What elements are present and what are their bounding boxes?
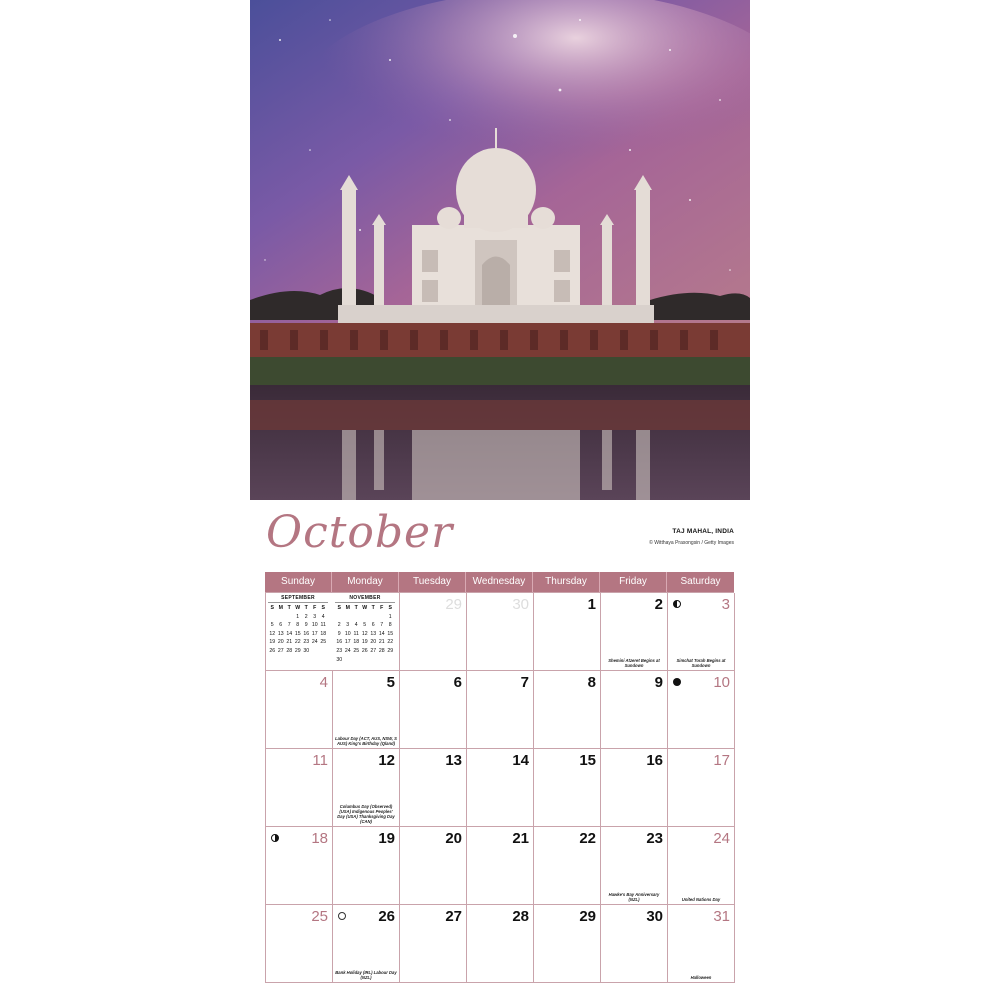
mini-day-header: M: [345, 605, 350, 611]
day-number: 30: [512, 596, 529, 613]
mini-day: 1: [296, 613, 300, 620]
mini-day: 26: [269, 647, 276, 654]
day-cell: [534, 827, 601, 905]
mini-day: 4: [354, 622, 358, 629]
day-cell: [668, 671, 735, 749]
mini-day-header: S: [337, 605, 341, 611]
mini-day: 21: [378, 639, 385, 646]
day-number: 15: [579, 752, 596, 769]
taj-mahal-night-sky-image: [250, 0, 750, 500]
day-number: 13: [445, 752, 462, 769]
weekday-sunday: Sunday: [265, 572, 332, 592]
weekday-saturday: Saturday: [680, 576, 721, 587]
day-number: 7: [520, 674, 529, 691]
day-number: 10: [713, 674, 730, 691]
mini-day: 14: [286, 630, 293, 637]
day-cell: [333, 905, 400, 983]
mini-calendar-grid: [335, 604, 395, 664]
mini-day: 21: [286, 639, 293, 646]
mini-day: 20: [277, 639, 284, 646]
holiday-note: Columbus Day (Observed) (USA) Indigenous Peoples' Day (USA) Thanksgiving Day (CAN): [337, 804, 395, 824]
mini-day: 28: [378, 647, 385, 654]
mini-day: 13: [277, 630, 284, 637]
day-cell: [467, 905, 534, 983]
day-number: 19: [378, 830, 395, 847]
mini-day-header: S: [321, 605, 325, 611]
mini-day: [335, 613, 344, 622]
day-cell: [534, 593, 601, 671]
mini-day: 26: [361, 647, 368, 654]
mini-day: 7: [380, 622, 384, 629]
day-cell: [601, 749, 668, 827]
mini-day: [277, 613, 286, 622]
day-cell: [601, 827, 668, 905]
holiday-note: Shemini Atzeret Begins at Sundown: [608, 658, 660, 668]
mini-day: 30: [303, 647, 310, 654]
weekday-tuesday: Tuesday: [399, 572, 466, 592]
day-number: 29: [445, 596, 462, 613]
mini-day: 6: [371, 622, 375, 629]
mini-day-header: T: [371, 605, 375, 611]
mini-day: 16: [303, 630, 310, 637]
day-cell: [400, 905, 467, 983]
mini-day: 8: [296, 622, 300, 629]
mini-day: 5: [363, 622, 367, 629]
day-number: 9: [654, 674, 663, 691]
mini-day: [344, 613, 353, 622]
day-cell: [467, 749, 534, 827]
mini-day: [352, 613, 361, 622]
weekday-header-row: [265, 572, 734, 592]
day-number: 29: [579, 908, 596, 925]
mini-day: 24: [311, 639, 318, 646]
mini-day: 29: [294, 647, 301, 654]
mini-day: 9: [337, 630, 341, 637]
day-number: 21: [512, 830, 529, 847]
weekday-wednesday: Wednesday: [466, 572, 533, 592]
day-number: 28: [512, 908, 529, 925]
mini-day-header: T: [287, 605, 291, 611]
day-number: 16: [646, 752, 663, 769]
weekday-monday: Monday: [332, 572, 399, 592]
mini-day: 23: [336, 647, 343, 654]
mini-day: 12: [361, 630, 368, 637]
day-number: 23: [646, 830, 663, 847]
day-cell: [400, 827, 467, 905]
mini-day: [285, 613, 294, 622]
mini-day: 19: [269, 639, 276, 646]
mini-day: 4: [321, 613, 325, 620]
mini-day-header: F: [380, 605, 384, 611]
mini-day: 24: [344, 647, 351, 654]
day-cell: [266, 827, 333, 905]
photo-caption: TAJ MAHAL, INDIA: [672, 528, 734, 535]
day-number: 12: [378, 752, 395, 769]
mini-day: 11: [353, 630, 359, 637]
day-cell: [601, 671, 668, 749]
day-number: 1: [587, 596, 596, 613]
day-cell: [467, 593, 534, 671]
day-number: 4: [319, 674, 328, 691]
mini-day: 22: [387, 639, 394, 646]
mini-day: 20: [370, 639, 377, 646]
day-number: 18: [311, 830, 328, 847]
day-cell: [333, 671, 400, 749]
day-cell: [668, 827, 735, 905]
mini-day: 5: [270, 622, 274, 629]
day-number: 30: [646, 908, 663, 925]
calendar-cells: [265, 592, 734, 983]
day-number: 3: [721, 596, 730, 613]
day-cell: [266, 905, 333, 983]
mini-day: 30: [336, 656, 343, 663]
moon-phase-icon-third: [673, 600, 681, 608]
mini-calendar-title: SEPTEMBER: [268, 595, 328, 603]
day-number: 6: [453, 674, 462, 691]
day-cell: [467, 827, 534, 905]
mini-day: 27: [277, 647, 284, 654]
moon-phase-icon-full: [338, 912, 346, 920]
calendar-grid: [265, 572, 734, 983]
day-number: 14: [512, 752, 529, 769]
mini-day: 18: [353, 639, 360, 646]
mini-day: 9: [304, 622, 308, 629]
mini-day: 28: [286, 647, 293, 654]
holiday-note: Bank Holiday (IRL) Labour Day (NZL): [335, 970, 397, 980]
mini-day: 2: [337, 622, 341, 629]
mini-day: 29: [387, 647, 394, 654]
mini-day: 22: [294, 639, 301, 646]
mini-day: 8: [388, 622, 392, 629]
day-number: 17: [713, 752, 730, 769]
mini-day: 19: [361, 639, 368, 646]
holiday-note: United Nations Day: [681, 897, 721, 902]
mini-day: 3: [313, 613, 317, 620]
mini-day: 12: [269, 630, 276, 637]
mini-day: 6: [279, 622, 283, 629]
day-number: 31: [713, 908, 730, 925]
day-cell: [668, 593, 735, 671]
day-cell: [601, 593, 668, 671]
day-number: 22: [579, 830, 596, 847]
mini-calendar-november: [335, 595, 395, 664]
mini-day: [369, 613, 378, 622]
day-number: 27: [445, 908, 462, 925]
mini-calendar-grid: [268, 604, 328, 656]
mini-day: [361, 613, 370, 622]
mini-day: 2: [304, 613, 308, 620]
day-number: 5: [386, 674, 395, 691]
mini-day: 14: [378, 630, 385, 637]
mini-day: 15: [294, 630, 301, 637]
mini-day: [268, 613, 277, 622]
day-number: 20: [445, 830, 462, 847]
mini-day: 18: [320, 630, 327, 637]
holiday-note: Hawke's Bay Anniversary (NZL): [608, 892, 660, 902]
mini-day: 27: [370, 647, 377, 654]
mini-calendar-title: NOVEMBER: [335, 595, 395, 603]
day-cell: [333, 749, 400, 827]
calendar-photo: [250, 0, 750, 500]
mini-day: 11: [320, 622, 326, 629]
mini-day: 17: [311, 630, 318, 637]
day-cell: [400, 671, 467, 749]
mini-day: 1: [388, 613, 392, 620]
mini-calendars-cell: [266, 593, 400, 671]
day-number: 2: [654, 596, 663, 613]
mini-day: 17: [344, 639, 351, 646]
mini-day: 10: [311, 622, 318, 629]
mini-day: 3: [346, 622, 350, 629]
day-cell: [534, 749, 601, 827]
mini-day-header: F: [313, 605, 317, 611]
moon-phase-icon-first: [271, 834, 279, 842]
mini-day: 7: [287, 622, 291, 629]
mini-day: 25: [320, 639, 327, 646]
day-cell: [333, 827, 400, 905]
mini-day: 25: [353, 647, 360, 654]
day-cell: [400, 593, 467, 671]
mini-day: [319, 647, 328, 656]
mini-day: [311, 647, 320, 656]
weekday-friday: Friday: [600, 572, 667, 592]
day-cell: [668, 749, 735, 827]
day-number: 26: [378, 908, 395, 925]
day-cell: [534, 671, 601, 749]
day-number: 11: [312, 752, 328, 769]
photo-credit: © Witthaya Prasongsin / Getty Images: [649, 540, 734, 546]
holiday-note: Halloween: [690, 975, 712, 980]
day-cell: [400, 749, 467, 827]
mini-day: 23: [303, 639, 310, 646]
day-cell: [534, 905, 601, 983]
day-cell: [668, 905, 735, 983]
mini-day-header: T: [354, 605, 358, 611]
mini-day-header: S: [388, 605, 392, 611]
mini-day: 10: [344, 630, 351, 637]
day-cell: [601, 905, 668, 983]
weekday-thursday: Thursday: [533, 572, 600, 592]
month-title: October: [266, 507, 454, 558]
day-number: 24: [713, 830, 730, 847]
mini-day: 16: [336, 639, 343, 646]
day-cell: [266, 749, 333, 827]
mini-day-header: W: [295, 605, 301, 611]
day-number: 25: [311, 908, 328, 925]
mini-day-header: M: [278, 605, 283, 611]
mini-day: [378, 613, 387, 622]
holiday-note: Labour Day (ACT, AUS, NSW, S AUS) King's Birthday (Qland): [335, 736, 397, 746]
day-number: 8: [587, 674, 596, 691]
mini-calendar-september: [268, 595, 328, 656]
mini-day-header: T: [304, 605, 308, 611]
holiday-note: Simchat Torah Begins at Sundown: [676, 658, 726, 668]
mini-day: 15: [387, 630, 394, 637]
day-cell: [266, 671, 333, 749]
day-cell: [467, 671, 534, 749]
mini-day-header: S: [270, 605, 274, 611]
mini-day: 13: [370, 630, 377, 637]
moon-phase-icon-new: [673, 678, 681, 686]
mini-day-header: W: [362, 605, 368, 611]
